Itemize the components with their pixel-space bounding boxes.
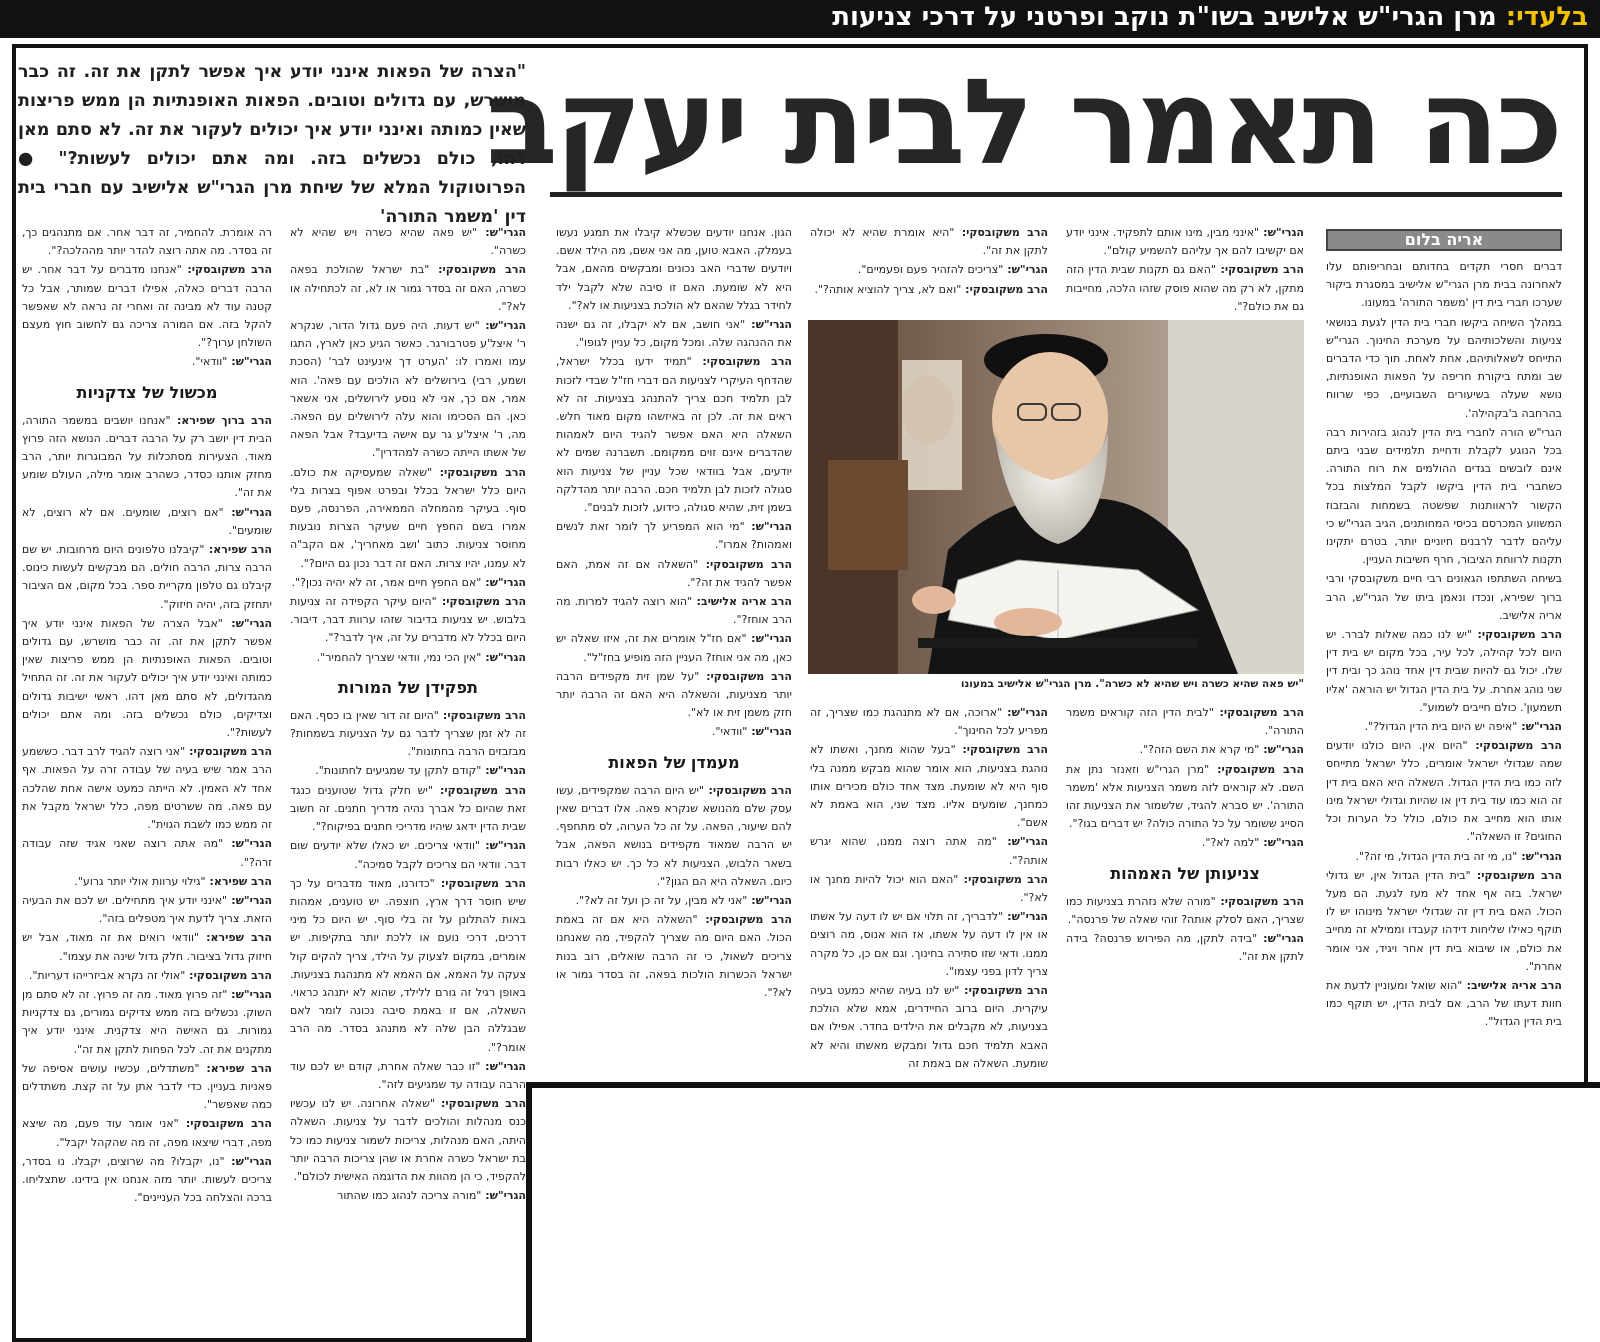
paragraph: [1326, 977, 1562, 1032]
speaker-label: הרב משקובסקי:: [1215, 894, 1305, 908]
speaker-label: הגרי"ש:: [1259, 836, 1304, 850]
speaker-label: הרב שפירא:: [205, 874, 272, 888]
speaker-label: הרב משקובסקי:: [1471, 628, 1563, 642]
speaker-label: הרב משקובסקי:: [961, 282, 1048, 296]
paragraph-text: "בת ישראל שהולכת בפאה כשרה, האם זה בסדר גמור או לא, זה לכתחילה או לא?".: [290, 263, 526, 313]
paragraph: [22, 541, 272, 614]
paragraph-text: "מורה שלא נזהרת בצניעות כמו שצריך, האם לסלק אותה? זוהי שאלה של פרנסה".: [1066, 894, 1304, 926]
paragraph: [22, 967, 272, 985]
paragraph-text: "לדבריך, זה תלוי אם יש לו דעה על אשתו או אין לו דעה על אשתו, אז הוא אנוס, מה רוצים ממנו. ודאי שזו סתירה בחינוך. וגם אם כן, כל מקרה צריך לדון בפני עצמו".: [810, 910, 1048, 978]
paragraph-text: "בית הדין הגדול אין, יש גדולי ישראל. בזה אף אחד לא מעז לגעת. הם מעל הכול. האם בית דין זה שגדולי ישראל מינוהו יש לו תוקף כאילו שליחות דידהו קעבדו וממילא זה מחייב את כולם, או שיבוא בית דין אחר ויגיד, אני אומר אחרת".: [1326, 868, 1562, 973]
paragraph: [22, 504, 272, 540]
paragraph-text: "היום זה דור שאין בו כסף. האם זה לא זמן שצריך לדבר גם על הצניעות בשמחות? מבזבזים הרבה בחתונות".: [290, 708, 526, 759]
paragraph-text: "זו כבר שאלה אחרת, קודם יש לכם עוד הרבה עבודה עד שמגיעים לזה".: [290, 1059, 526, 1091]
paragraph: [556, 911, 792, 1002]
paragraph: [290, 649, 526, 667]
paragraph: [1066, 893, 1304, 929]
speaker-label: הרב משקובסקי:: [429, 263, 526, 277]
paragraph-text: "היום עיקר הקפידה זה צניעות בלבוש. יש צניעות בדיבור שזהו ערוות דבר, דיבור. היום בכלל לא מדברים על זה, איך לדבר?".: [290, 595, 526, 645]
speaker-label: הרב משקובסקי:: [1467, 739, 1562, 753]
paragraph-text: "משתדלים, עכשיו עושים אסיפה של פאניות בעניין. כדי לדבר אתן על זה קצת. משתדלים כמה שאפשר".: [22, 1061, 272, 1112]
speaker-label: הגרי"ש:: [481, 764, 526, 778]
speaker-label: הגרי"ש:: [223, 505, 273, 519]
paragraph-text: "ואם לא, צריך להוציא אותה?".: [814, 282, 962, 296]
article-column-4: [556, 224, 792, 1078]
section-heading: מעמדן של הפאות: [608, 752, 740, 772]
byline-box: אריה בלום: [1326, 229, 1562, 251]
speaker-label: הגרי"ש:: [1003, 263, 1048, 277]
paragraph-text: "יש לנו בעיה שהיא כמעט בעיה עיקרית. היום ברוב החיידרים, אמא שלא הולכת בצניעות, לא מקבלים את הילדים בחדר. אפילו אם האבא תלמיד חכם גדול ומבקש מאשתו והיא לא שומעת. השאלה אם באמת זה: [810, 984, 1048, 1070]
paragraph-text: "אני רוצה להגיד לרב דבר. כששמע הרב אמר שיש בעיה של עבודה זרה על הפאות. אף אחד לא האמין. לא הייתה כמעט אישה אחת שהלכה עם פאה. מה ששרטים מפה, כלל ישראל מקבל את זה ממש כמו לשבת הגוית".: [22, 745, 272, 832]
paragraph: [290, 762, 526, 780]
headline-rule: [550, 192, 1562, 197]
speaker-label: הגרי"ש:: [1259, 743, 1304, 757]
paragraph: [290, 593, 526, 648]
paragraph: [1326, 848, 1562, 866]
paragraph: [22, 261, 272, 352]
speaker-label: הרב משקובסקי:: [185, 745, 272, 759]
paragraph-text: "אני אומר עוד פעם, מה שיצא מפה, דברי שיצאו מפה, זה מה שהקהל יקבל".: [22, 1117, 272, 1149]
speaker-label: הרב ברוך שפירא:: [170, 413, 272, 427]
speaker-label: הגרי"ש:: [480, 839, 526, 853]
paragraph: [1066, 224, 1304, 260]
article-column-2: [1066, 224, 1304, 313]
paragraph-text: "מה אתה רוצה ממנו, שהוא יגרש אותה?".: [810, 835, 1048, 867]
paragraph-text: "היא אומרת שהיא לא יכולה לתקן את זה".: [810, 226, 1048, 258]
paragraph: [810, 871, 1048, 907]
paragraph-text: "שאלה אחרונה. יש לנו עכשיו כנס מנהלות והולכים לדבר על צניעות. השאלה היתה, האם מנהלות, צריכות לשמור צניעות כמו כל בת ישראל כשרה אחרת או שהן צריכות הרבה יותר להקפיד, כי הן מהוות את הדוגמה האישית לכולם".: [290, 1097, 526, 1183]
speaker-label: הגרי"ש:: [479, 319, 526, 333]
article-photo: [808, 320, 1304, 674]
paragraph-text: דברים חסרי תקדים בחדותם ובחריפותם עלו לאחרונה בבית מרן הגרי"ש אלישיב במסגרת ביקור שערכו חברי בית דין 'משמר התורה' במעונו.: [1326, 260, 1562, 310]
pull-quote: "הצרה של הפאות אינני יודע איך אפשר לתקן את זה. זה כבר מושרש, עם גדולים וטובים. הפאות האופנתיות הן ממש פריצות שאין כמותה ואינני יודע איך יכולים לעקור את זה. לא סתם מאן דהו, כולם נכשלים בזה. ומה אתם יכולים לעשות?" ● הפרוטוקול המלא של שיחת מרן הגרי"ש אלישיב עם חברי בית דין 'משמר התורה': [18, 62, 526, 227]
paragraph-text: "איפה יש היום בית הדין הגדול?".: [1364, 720, 1518, 734]
speaker-label: הרב משקובסקי:: [1470, 868, 1562, 882]
speaker-label: הרב משקובסקי:: [691, 355, 792, 369]
paragraph: [556, 518, 792, 554]
speaker-label: הגרי"ש:: [481, 575, 526, 589]
paragraph-text: "מה אתה רוצה שאני אגיד שזה עבודה זרה?".: [22, 837, 272, 869]
paragraph: [22, 224, 272, 260]
paragraph: [22, 892, 272, 928]
speaker-label: הגרי"ש:: [746, 632, 792, 646]
speaker-label: הגרי"ש:: [224, 1154, 272, 1168]
paragraph-text: "קיבלנו טלפונים היום מרחובות. יש שם הרבה צרות, הרבה חולים. הם מבקשים לעשות כינוס. קיבלנו גם טלפון מקריית ספר. בכל מקום, אם הציבור יתחזק בזה, יהיה חיזוק".: [22, 543, 272, 611]
paragraph: [1066, 261, 1304, 316]
paragraph-text: "תמיד ידעו בכלל ישראל, שהדחף העיקרי לצניעות הם דברי חז"ל שבדי לזכות לבן תלמיד חכם צריך להתנהג בצניעות. זה לא ראים את זה. לכן זה באיזשהו מקום מאוד חלש. השאלה היא האם אפשר להגיד היום לאמהות שהדברים אינם זוים ממקומם. תשברנה שמים לא יודעים, אבל בוודאי שכל עניין של צניעות הוא סגולה לזכות לבן תלמיד חכם. הרבה יותר מהדלקה בשמן זית, שהיא סגולה, כידוע, לזכות לבנים".: [556, 355, 792, 515]
paragraph: [556, 630, 792, 666]
speaker-label: הרב שפירא:: [199, 931, 272, 945]
paragraph-text: "מי קרא את השם הזה?".: [1139, 743, 1260, 757]
paragraph-text: "האם הוא יכול להיות מחנך או לא?".: [810, 872, 1048, 905]
speaker-label: הרב משקובסקי:: [955, 743, 1048, 757]
paragraph: [290, 1058, 526, 1094]
paragraph: [290, 261, 526, 316]
speaker-label: הרב שפירא:: [204, 543, 272, 557]
paragraph: [290, 782, 526, 837]
paragraph-text: בשיחה השתתפו הגאונים רבי חיים משקובסקי ורבי ברוך שפירא, ונכדו ונאמן ביתו של הגרי"ש, הרב אריה אלישיב.: [1326, 572, 1562, 622]
blank-area: [526, 1082, 1600, 1342]
paragraph: [1326, 258, 1562, 313]
speaker-label: הגרי"ש:: [222, 616, 272, 630]
paragraph-text: "יש לנו כמה שאלות לברר. יש היום לכל קהילה, לכל עיר, בכל מקום יש בית דין שלו. יכול גם להיות שבית דין אחד נוהג כך ובית דין שני נוהג אחרת. על בית הדין הגדול יש הוראה 'אליו תשמעון'. כולם חייבים לשמוע".: [1326, 628, 1562, 714]
speaker-label: הגרי"ש:: [227, 987, 272, 1001]
paragraph-text: "קודם לתקן עד שמגיעים לחתונות".: [315, 764, 482, 778]
speaker-label: הרב אריה אלישיב:: [1462, 978, 1562, 992]
speaker-label: הגרי"ש:: [747, 893, 792, 907]
paragraph-text: "יש חלק גדול שטוענים כנגד זאת שהיום כל אברך נהיה מדריך חתנים. זה חשוב שבית הדין ידאג שיהיו מדריכי חתנים בפיקוח?".: [290, 783, 526, 834]
paragraph: [22, 986, 272, 1059]
paragraph: [556, 723, 792, 741]
paragraph-text: "האם גם תקנות שבית הדין הזה מתקן, לא רק מה שהוא פוסק שזהו הלכה, מחייבות גם את כולם?".: [1066, 263, 1304, 313]
paragraph-text: "אם החפץ חיים אמר, זה לא יהיה נכון?".: [291, 575, 482, 589]
paragraph: [290, 707, 526, 762]
banner-text: [832, 2, 1588, 32]
article-column-2-lower: [1066, 704, 1304, 1078]
speaker-label: הגרי"ש:: [1002, 706, 1048, 719]
paragraph: [810, 281, 1048, 299]
paragraph: [290, 317, 526, 463]
speaker-label: הרב משקובסקי:: [954, 226, 1048, 239]
paragraph: [556, 782, 792, 891]
paragraph: [556, 353, 792, 517]
paragraph-text: "אם רוצים, שומעים. אם לא רוצים, לא שומעים".: [22, 505, 272, 537]
paragraph: [1326, 424, 1562, 570]
section-heading: מכשול של צדקניות: [76, 382, 218, 402]
top-banner: [0, 0, 1600, 38]
paragraph: [556, 892, 792, 910]
paragraph-text: "אם חז"ל אומרים את זה, איזו שאלה יש כאן, מה אני אוחז? העניין הזה מופיע בחז"ל".: [556, 632, 792, 664]
paragraph: [1066, 741, 1304, 759]
paragraph: [22, 835, 272, 871]
paragraph-text: "וודאי רואים את זה מאוד, אבל יש חיזוק גדול בציבור. חלק גדול שינה את עצמו".: [22, 931, 272, 963]
paragraph-text: "וודאי צריכים. יש כאלו שלא יודעים שום דבר. וודאי הם צריכים לקבל סמיכה".: [290, 839, 526, 871]
paragraph: [290, 464, 526, 573]
speaker-label: הרב משקובסקי:: [438, 708, 526, 722]
paragraph: [1326, 867, 1562, 976]
article-column-5: [290, 224, 526, 1334]
paragraph-text: רה אומרת. להחמיר, זה דבר אחר. אם מתנהגים כך, זה בסדר. מה אתה רוצה להדר יותר מההלכה?".: [22, 226, 272, 258]
paragraph-text: "ארוכה, אם לא מתנהגת כמו שצריך, זה מפריע לכל החינוך".: [810, 706, 1048, 738]
speaker-label: הגרי"ש:: [223, 837, 273, 851]
speaker-label: הגרי"ש:: [744, 520, 792, 534]
paragraph-text: "השאלה אם זה אמת, האם אפשר להגיד את זה?".: [556, 557, 792, 589]
paragraph-text: "אולי זה נקרא אביזרייהו דעריות".: [28, 968, 186, 982]
speaker-label: הרב משקובסקי:: [699, 669, 792, 683]
paragraph-text: "על שמן זית מקפידים הרבה יותר מצניעות, והשאלה היא האם זה הרבה יותר חזק משמן זית או לא".: [556, 669, 792, 720]
paragraph: [810, 261, 1048, 279]
paragraph: [1066, 834, 1304, 852]
paragraph: [22, 615, 272, 742]
paragraph-text: "יש היום הרבה שמקפידים, עשו עסק שלם מהנושא שנקרא פאה. אלו דברים שאין להם שיעור, הפאה. על זה כל הערוה, לס מתחפף. יש הרבה שמאוד מקפידים בנושא הפאה, אבל בשאר הלבוש, הצניעות לא כל כך. יש כאלו רבות כיום. השאלה היא הם הגון?".: [556, 783, 792, 888]
article-column-1: [1326, 258, 1562, 1078]
paragraph: [1326, 626, 1562, 717]
paragraph-text: "מי הוא המפריע לך לומר זאת לנשים ואמהות? אמרו".: [556, 520, 792, 552]
speaker-label: הרב משקובסקי:: [1213, 706, 1304, 719]
paragraph-text: "אין הכי נמי, וודאי שצריך להחמיר".: [316, 650, 482, 664]
paragraph-text: "אני חושב, אם לא יקבלו, זה גם ישנה את ההנהגה שלה. ומכל מקום, כל עניין לגופו".: [556, 318, 792, 350]
paragraph: [290, 224, 526, 260]
paragraph-text: "גילוי ערוות אולי יותר גרוע".: [74, 874, 206, 888]
paragraph: [556, 668, 792, 723]
speaker-label: הרב אריה אלישיב:: [692, 595, 792, 609]
speaker-label: הרב משקובסקי:: [435, 1097, 527, 1111]
paragraph: [810, 224, 1048, 260]
paragraph-text: "הוא רוצה להגיד למרות. מה הרב אוחז?".: [556, 595, 792, 627]
paragraph-text: "שאלה שמעסיקה את כולם. היום כלל ישראל בכלל ובפרט אפוף בצרות בלי סוף. בעיקר מהמחלה הממאירה, הפרנסה, פעם אמרו בשם החפץ חיים שעיקר הצרות נובעות מחוסר צניעות. כתוב 'ושב מאחריך', אם הקב"ה לא עמנו, יהיו צרות. האם זה דבר נכון גם היום?".: [290, 465, 526, 570]
paragraph: [22, 412, 272, 503]
speaker-label: הרב משקובסקי:: [436, 595, 526, 609]
speaker-label: הרב משקובסקי:: [181, 263, 272, 277]
paragraph-text: "לבית הדין הזה קוראים משמר התורה".: [1066, 706, 1304, 738]
paragraph-text: הגרי"ש הורה לחברי בית הדין לנהוג בזהירות רבה בכל הנוגע לקבלת ודחיית תלמידים שבני ביתם אינם לובשים בגדים ההולמים את רוח התורה. כשחברי בית הדין ביקשו לקבל המלצות בכל הקשור לראוותנות שפשטה בשמחות והבזבוז המשווע המכרסם בכיסי המחותנים, הגיב הגרי"ש כי עליהם לדבר לרבנים חיוניים יותר, בטרם יתקינו תקנות לרווחת הציבור, חרף חשיבות העניין.: [1326, 425, 1562, 567]
paragraph-text: "למה לא?".: [1201, 836, 1260, 850]
paragraph-text: "היום אין. היום כולנו יודעים שמה שגדולי ישראל אומרים, כלל ישראל מתייחס לזה כמו בית הדין הגדול. השאלה היא האם בית דין זה הוא כמו עוד בית דין או שהיות וגדולי ישראל מינו אותו הוא מחייב את כולם, כולל כל הערות וכל החוגים? זו השאלה".: [1326, 739, 1562, 844]
speaker-label: הרב משקובסקי:: [1209, 762, 1304, 776]
banner-title: מרן הגרי"ש אלישיב בשו"ת נוקב ופרטני על דרכי צניעות: [832, 2, 1497, 32]
paragraph-text: "אינני יודע איך מתחילים. יש לכם את הבעיה הזאת. צריך לדעת איך מטפלים בזה".: [22, 893, 272, 926]
speaker-label: הגרי"ש:: [477, 226, 526, 239]
speaker-label: הגרי"ש:: [481, 1189, 526, 1203]
speaker-label: הרב משקובסקי:: [185, 968, 272, 982]
paragraph-text: "צריכים להזהיר פעם ופעמיים".: [857, 263, 1004, 277]
paragraph: [290, 1095, 526, 1186]
paragraph-text: "כדורנו, מאוד מדברים על כך שיש חוסר דרך ארץ, חוצפה. יש טוענים, אמהות באות להתלונן על זה בלי סוף. יש היום כל מיני דרכים, דרכי נועם או ללכת יותר בתקיפות. יש אומרים, במקום לצעוק על הילד, צריך להקים קול צעקה על האמא, אם האמא לא מתנהגת בצניעות. באופן רגיל זה גורם ללילד, שהוא לא יתנהג כראוי. השאלה, אם זו באמת סיבה נכונה לומר לאם שבגללה הבן שלה לא מתנהג בסדר. מה הרב אומר?".: [290, 876, 526, 1054]
paragraph: [810, 908, 1048, 981]
paragraph-text: "הוא שואל ומעוניין לדעת את חוות דעתו של הרב, אם לבית הדין, יש תוקף כמו בית הדין הגדול".: [1326, 978, 1562, 1029]
paragraph-text: "נו, מי זה בית הדין הגדול, מי זה?".: [1355, 849, 1518, 863]
paragraph: [290, 1187, 526, 1205]
paragraph: [22, 1060, 272, 1115]
speaker-label: הגרי"ש:: [481, 650, 526, 664]
speaker-label: הגרי"ש:: [747, 725, 792, 739]
section-heading: תפקידן של המורות: [338, 677, 478, 697]
speaker-label: הגרי"ש:: [227, 893, 272, 907]
paragraph-text: "יש פאה שהיא כשרה ויש שהיא לא כשרה".: [290, 226, 526, 258]
banner-lead: בלעדי:: [1505, 2, 1588, 32]
paragraph-text: "אינני מבין, מינו אותם לתפקיד. אינני יודע אם יקשיבו להם אך עליהם להשמיע קולם".: [1066, 226, 1304, 258]
headline: כה תאמר לבית יעקב: [486, 53, 1560, 191]
paragraph-text: "בעל שהוא מחנך, ואשתו לא נוהגת בצניעות, הוא אומר שהוא מבקש ממנה בלי סוף היא לא שומעת. מצד אחד כולם מכירים אותו כמחנך, שומעים אליו. מצד שני, הוא באמת לא אשם".: [810, 743, 1048, 830]
rabbi-reading-photo: [808, 320, 1304, 674]
paragraph: [22, 1153, 272, 1208]
paragraph: [556, 556, 792, 592]
paragraph-text: "יש דעות. היה פעם גדול הדור, שנקרא ר' איצל'ע פטרבורגר. כאשר הגיע כאן לארץ, התגו עמו ואמרו לו: 'הערט דך אינעינט לבר' (הסכת ושמע, רבי) בירושלים לא הולכים עם פאה'. הוא אמר, אם כך, אני לא נוסע לירושלים, אני אשאר כאן. הם הסכימו והוא עלה לירושלים עם הפאה. מה, ר' איצל'ע גר עם אישה בדיעבד? אבל הפאה של אשתו הייתה כשרה למהדרין".: [290, 319, 526, 460]
speaker-label: הרב שפירא:: [199, 1061, 272, 1075]
paragraph: [1326, 570, 1562, 625]
paragraph: [1066, 704, 1304, 740]
paragraph-text: הגון. אנחנו יודעים שכשלא קיבלו את תמגע נעשו בעמלק. האבא טוען, מה אני אשם, מה הילד אשם. ויודעים שדברי האב נכונים ומבקשים מהאם, אבל היא לא שומעת. האם זו סיבה שלא לקבל ילד לחידר בגלל שהאם לא הולכת בצניעות או לא?".: [556, 226, 792, 312]
article-column-3: [810, 224, 1048, 304]
paragraph-text: במהלך השיחה ביקשו חברי בית הדין לגעת בנושאי צניעות והשלכותיהם על מערכת החינוך. הגרי"ש התייחס לשאלותיהם, אחת לאחת. תוך כדי הדברים שב ומתח ביקורת חריפה על הפאות האופנתיות, נושא שעלה בשיעורים השבועיים, כפי שרווח בהרחבה ב'בקהילה'.: [1326, 315, 1562, 420]
speaker-label: הרב משקובסקי:: [432, 465, 526, 479]
paragraph: [810, 982, 1048, 1073]
paragraph-text: "אבל הצרה של הפאות אינני יודע איך אפשר לתקן את זה. זה כבר מושרש, עם גדולים וטובים. הפאות האופנתיות הן ממש פריצות שאין כמותה ואינני יודע איך יכולים לעקור את זה. זה התחיל מהגדולים, לא סתם מאן דהו. ראשי ישיבות גדולים וצדיקים, כולם נכשלים בזה. ומה אתם יכולים לעשות?".: [22, 616, 272, 740]
paragraph-text: "מורה צריכה לנהוג כמו שהתור: [337, 1189, 482, 1203]
speaker-label: הגרי"ש:: [996, 835, 1048, 849]
paragraph-text: "אנחנו יושבים במשמר התורה, הבית דין יושב רק על הרבה דברים. הנושא הזה פרוץ מאוד. הצעירות מסתכלות על המבוגרות יותר, הרב מחזק אותנו כסדר, כשהרב אומר מילה, העולם שומע את זה".: [22, 413, 272, 500]
paragraph-text: "וודאי".: [191, 355, 228, 369]
paragraph: [810, 704, 1048, 740]
speaker-label: הרב משקובסקי:: [704, 783, 792, 797]
speaker-label: הגרי"ש:: [1517, 849, 1562, 863]
paragraph: [1326, 737, 1562, 846]
paragraph-text: "וודאי".: [711, 725, 748, 739]
paragraph-text: "בידה לתקן, מה הפירוש פרנסה? בידה לתקן את זה".: [1066, 932, 1304, 964]
speaker-label: הגרי"ש:: [1003, 910, 1048, 924]
paragraph-text: "אנחנו מדברים על דבר אחר. יש הרבה דברים כאלה, אפילו דברים שמותר, אבל כל קטנה עוד לא מבינה זה ואחרי זה נראה לא שאפשר להקל בזה. אם המורה צריכה גם לחשוב חוץ מעצם השולחן ערוך?".: [22, 263, 272, 350]
paragraph: [556, 316, 792, 352]
speaker-label: הרב משקובסקי:: [178, 1117, 272, 1131]
paragraph: [1066, 761, 1304, 834]
paragraph-text: "נו, יקבלו? מה שרוצים, יקבלו. נו בסדר, צריכים לעשות. יותר מזה אנחנו אין בידינו. שתצליחו. ברכה והצלחה בכל העניינים".: [22, 1154, 272, 1205]
paragraph: [1326, 718, 1562, 736]
speaker-label: הגרי"ש:: [1257, 932, 1304, 946]
speaker-label: הרב משקובסקי:: [697, 913, 792, 927]
paragraph: [290, 875, 526, 1057]
paragraph: [290, 574, 526, 592]
speaker-label: הרב משקובסקי:: [698, 557, 792, 571]
paragraph: [22, 1115, 272, 1151]
speaker-label: הרב משקובסקי:: [959, 984, 1048, 998]
paragraph: [1066, 930, 1304, 966]
speaker-label: הרב משקובסקי:: [1215, 263, 1304, 277]
paragraph: [22, 929, 272, 965]
paragraph: [22, 873, 272, 891]
section-heading: צניעותן של האמהות: [1110, 863, 1260, 883]
paragraph: [556, 593, 792, 629]
paragraph-text: "אני לא מבין, על זה כן ועל זה לא?".: [575, 893, 748, 907]
speaker-label: הרב משקובסקי:: [434, 876, 526, 890]
paragraph-text: "זה פרוץ מאוד. מה זה פרוץ. זה לא סתם מן השוק. נכשלים בזה ממש צדיקים גמורים, גם צדקניות גמורות. גם האישה היא צדקנית. אינני יודע איך מתקנים את זה. לכל הפחות לתקן את זה".: [22, 987, 272, 1056]
speaker-label: הרב משקובסקי:: [958, 872, 1048, 886]
speaker-label: הגרי"ש:: [1259, 226, 1304, 239]
paragraph: [810, 741, 1048, 832]
paragraph: [22, 353, 272, 371]
paragraph-text: "מרן הגרי"ש וזאנזר נתן את השם. לא קוראים לזה משמר הצניעות אלא 'משמר התורה'. יש סברא להגיד, שלשמור את הצניעות זהו הסייג ששומר על כל התורה כולה? יש דברים בגו?".: [1066, 762, 1304, 831]
speaker-label: הגרי"ש:: [745, 318, 792, 332]
speaker-label: הגרי"ש:: [1517, 720, 1562, 734]
paragraph: [810, 833, 1048, 869]
paragraph: [22, 743, 272, 834]
paragraph: [1326, 314, 1562, 423]
paragraph: [556, 224, 792, 315]
photo-caption: "יש פאה שהיא כשרה ויש שהיא לא כשרה". מרן הגרי"ש אלישיב במעונו: [960, 678, 1304, 690]
paragraph: [290, 837, 526, 873]
speaker-label: הרב משקובסקי:: [432, 783, 526, 797]
speaker-label: הגרי"ש:: [480, 1059, 526, 1073]
article-column-6: [22, 224, 272, 1334]
article-column-3-lower: [810, 704, 1048, 1078]
paragraph-text: "השאלה היא אם זה באמת הכול. האם היום מה שצריך להקפיד, מה שאנחנו צריכים לשאול, כי זה הרבה שואלים, רוב בנות ישראל הכשרות הולכות בפאה, זה בסדר גמור או לא?".: [556, 913, 792, 999]
speaker-label: הגרי"ש:: [227, 355, 272, 369]
